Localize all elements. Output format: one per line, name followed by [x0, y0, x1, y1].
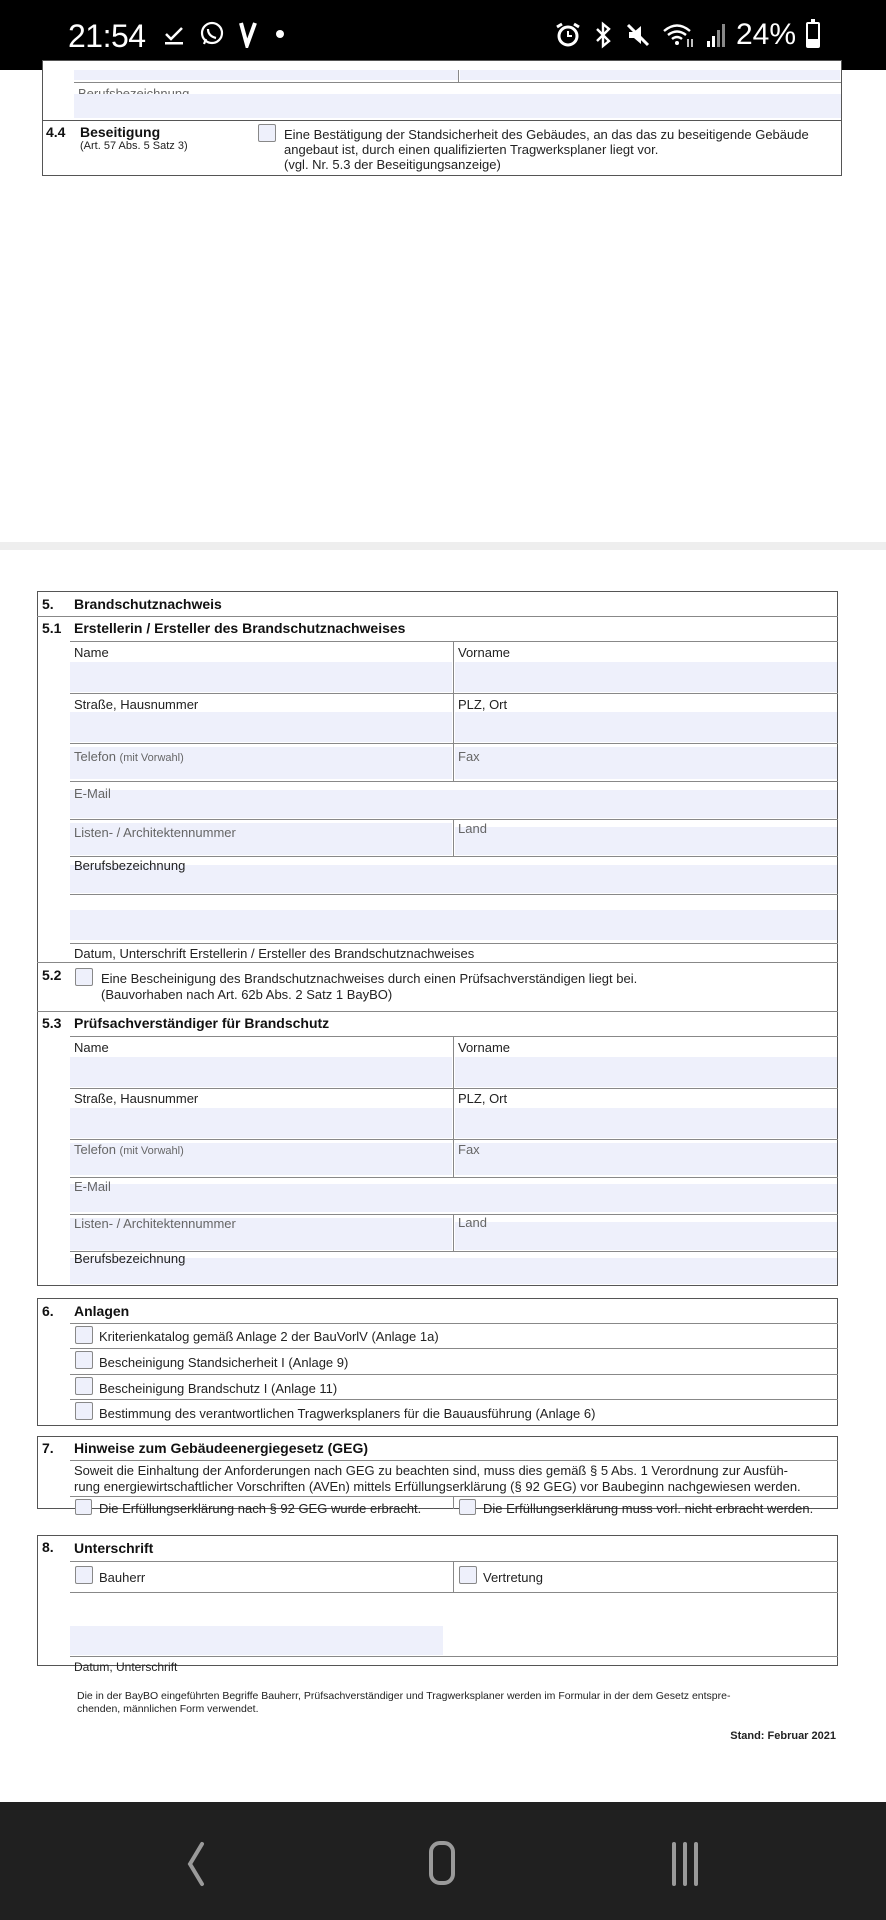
checkbox-text: Eine Bescheinigung des Brandschutznachweises durch einen Prüfsachverständigen liegt bei. — [101, 971, 638, 986]
section-title: Beseitigung — [80, 124, 161, 140]
field-label-berufsbezeichnung: Berufsbezeichnung — [74, 1251, 186, 1266]
footer-note: chenden, männlichen Form verwendet. — [77, 1703, 259, 1715]
signatory-option: Vertretung — [483, 1570, 543, 1585]
field-label-email: E-Mail — [74, 1179, 111, 1194]
field-label-email: E-Mail — [74, 786, 111, 801]
home-icon — [415, 1832, 475, 1892]
checkbox-text: (Bauvorhaben nach Art. 62b Abs. 2 Satz 1 BayBO) — [101, 987, 393, 1002]
section-title: Brandschutznachweis — [74, 596, 222, 612]
alarm-icon — [554, 21, 582, 49]
erstellerin-plz-input[interactable] — [455, 712, 837, 742]
erstellerin-email-input[interactable] — [70, 790, 837, 818]
field-label-telefon: Telefon (mit Vorwahl) — [74, 749, 184, 764]
erstellerin-vorname-input[interactable] — [455, 662, 837, 692]
section-number: 8. — [42, 1539, 54, 1555]
field-label-name: Name — [74, 645, 109, 660]
section-title: Erstellerin / Ersteller des Brandschutznachweises — [74, 620, 406, 636]
psv-email-input[interactable] — [70, 1184, 837, 1212]
battery-icon — [806, 22, 820, 48]
v-app-icon — [238, 20, 258, 48]
battery-percent: 24% — [735, 18, 796, 51]
field-label-listennummer: Listen- / Architektennummer — [74, 1216, 236, 1231]
psv-strasse-input[interactable] — [70, 1108, 452, 1138]
section-number: 7. — [42, 1440, 54, 1456]
section-number: 5.3 — [42, 1015, 62, 1031]
field-label-strasse: Straße, Hausnummer — [74, 697, 199, 712]
back-icon — [166, 1832, 226, 1892]
field-label-land: Land — [458, 821, 487, 836]
dot-icon — [270, 24, 290, 44]
section-subtitle: (Art. 57 Abs. 5 Satz 3) — [80, 140, 188, 152]
field-label-name: Name — [74, 1040, 109, 1055]
section-number: 6. — [42, 1303, 54, 1319]
field-label-fax: Fax — [458, 749, 480, 764]
stand-date: Stand: Februar 2021 — [730, 1730, 836, 1742]
section-number: 5. — [42, 596, 54, 612]
bluetooth-icon — [592, 21, 614, 49]
bauherr-checkbox[interactable] — [75, 1566, 93, 1584]
system-icons — [554, 18, 820, 52]
back-button[interactable] — [166, 1832, 226, 1892]
notification-icons — [162, 20, 290, 48]
download-done-icon — [162, 22, 186, 46]
anlage-item: Bestimmung des verantwortlichen Tragwerksplaners für die Bauausführung (Anlage 6) — [99, 1406, 596, 1421]
navigation-bar — [0, 1802, 886, 1920]
home-button[interactable] — [415, 1832, 475, 1892]
beseitigung-checkbox[interactable] — [258, 124, 276, 142]
wifi-icon — [662, 21, 696, 49]
section-number: 5.2 — [42, 967, 62, 983]
geg-option: Die Erfüllungserklärung muss vorl. nicht erbracht werden. — [483, 1501, 814, 1516]
recents-button[interactable] — [665, 1832, 725, 1892]
section-number: 5.1 — [42, 620, 62, 636]
anlage-item: Kriterienkatalog gemäß Anlage 2 der BauVorlV (Anlage 1a) — [99, 1329, 439, 1344]
field-label-vorname: Vorname — [458, 645, 511, 660]
erstellerin-signature-input[interactable] — [70, 910, 837, 940]
field-label-vorname: Vorname — [458, 1040, 511, 1055]
field-label-listennummer: Listen- / Architektennummer — [74, 825, 236, 840]
field-label-berufsbezeichnung: Berufsbezeichnung — [74, 858, 186, 873]
pdf-page-current[interactable] — [0, 550, 886, 1802]
anlage-11-checkbox[interactable] — [75, 1377, 93, 1395]
vertretung-checkbox[interactable] — [459, 1566, 477, 1584]
erstellerin-land-input[interactable] — [455, 827, 837, 855]
anlage-1a-checkbox[interactable] — [75, 1326, 93, 1344]
previous-field-left[interactable] — [74, 70, 458, 80]
checkbox-text: (vgl. Nr. 5.3 der Beseitigungsanzeige) — [284, 157, 501, 172]
geg-hint-text: Soweit die Einhaltung der Anforderungen nach GEG zu beachten sind, muss dies gemäß § 5 Abs. 1 Verordnung zur Ausfüh- — [74, 1463, 788, 1478]
psv-vorname-input[interactable] — [455, 1057, 837, 1087]
berufsbezeichnung-input[interactable] — [74, 94, 841, 118]
whatsapp-icon — [198, 20, 226, 48]
geg-erbracht-checkbox[interactable] — [75, 1499, 92, 1515]
field-label-land: Land — [458, 1215, 487, 1230]
section-title: Prüfsachverständiger für Brandschutz — [74, 1015, 330, 1031]
checkbox-text: angebaut ist, durch einen qualifizierten Tragwerksplaner liegt vor. — [284, 142, 659, 157]
clock: 21:54 — [68, 18, 146, 54]
pdf-page-previous[interactable] — [0, 70, 886, 542]
psv-name-input[interactable] — [70, 1057, 452, 1087]
signatory-option: Bauherr — [99, 1570, 146, 1585]
geg-hint-text: rung energiewirtschaftlicher Vorschriften (AVEn) mittels Erfüllungserklärung (§ 92 GEG) vor Baubeginn nachgewiesen werden. — [74, 1479, 801, 1494]
field-label-signature: Datum, Unterschrift Erstellerin / Ersteller des Brandschutznachweises — [74, 946, 475, 961]
section-title: Hinweise zum Gebäudeenergiegesetz (GEG) — [74, 1440, 369, 1456]
page-separator — [0, 542, 886, 550]
anlage-item: Bescheinigung Standsicherheit I (Anlage 9) — [99, 1355, 349, 1370]
signature-date-input[interactable] — [70, 1626, 443, 1655]
psv-fax-input[interactable] — [455, 1143, 837, 1175]
footer-note: Die in der BayBO eingeführten Begriffe Bauherr, Prüfsachverständiger und Tragwerksplaner werden im Formular in der dem Gesetz entspre- — [77, 1690, 731, 1702]
erstellerin-strasse-input[interactable] — [70, 712, 452, 742]
erstellerin-fax-input[interactable] — [455, 747, 837, 779]
previous-field-right[interactable] — [460, 70, 840, 80]
mute-icon — [624, 21, 652, 49]
anlage-6-checkbox[interactable] — [75, 1402, 93, 1420]
signal-icon — [706, 21, 726, 49]
field-label-strasse: Straße, Hausnummer — [74, 1091, 199, 1106]
psv-plz-input[interactable] — [455, 1108, 837, 1138]
field-label-telefon: Telefon (mit Vorwahl) — [74, 1142, 184, 1157]
geg-option: Die Erfüllungserklärung nach § 92 GEG wurde erbracht. — [99, 1501, 422, 1516]
anlage-item: Bescheinigung Brandschutz I (Anlage 11) — [99, 1381, 338, 1396]
field-label-fax: Fax — [458, 1142, 480, 1157]
erstellerin-name-input[interactable] — [70, 662, 452, 692]
section-title: Anlagen — [74, 1303, 130, 1319]
geg-nicht-erbracht-checkbox[interactable] — [459, 1499, 476, 1515]
recents-icon — [665, 1832, 725, 1892]
field-label-signature: Datum, Unterschrift — [74, 1660, 178, 1674]
psv-land-input[interactable] — [455, 1222, 837, 1250]
section-title: Unterschrift — [74, 1540, 154, 1556]
field-label-plz-ort: PLZ, Ort — [458, 1091, 508, 1106]
checkbox-text: Eine Bestätigung der Standsicherheit des Gebäudes, an das das zu beseitigende Gebäude — [284, 127, 809, 142]
anlage-9-checkbox[interactable] — [75, 1351, 93, 1369]
section-number: 4.4 — [46, 124, 66, 140]
field-label-plz-ort: PLZ, Ort — [458, 697, 508, 712]
pruefsachverstaendiger-bescheinigung-checkbox[interactable] — [75, 968, 93, 986]
